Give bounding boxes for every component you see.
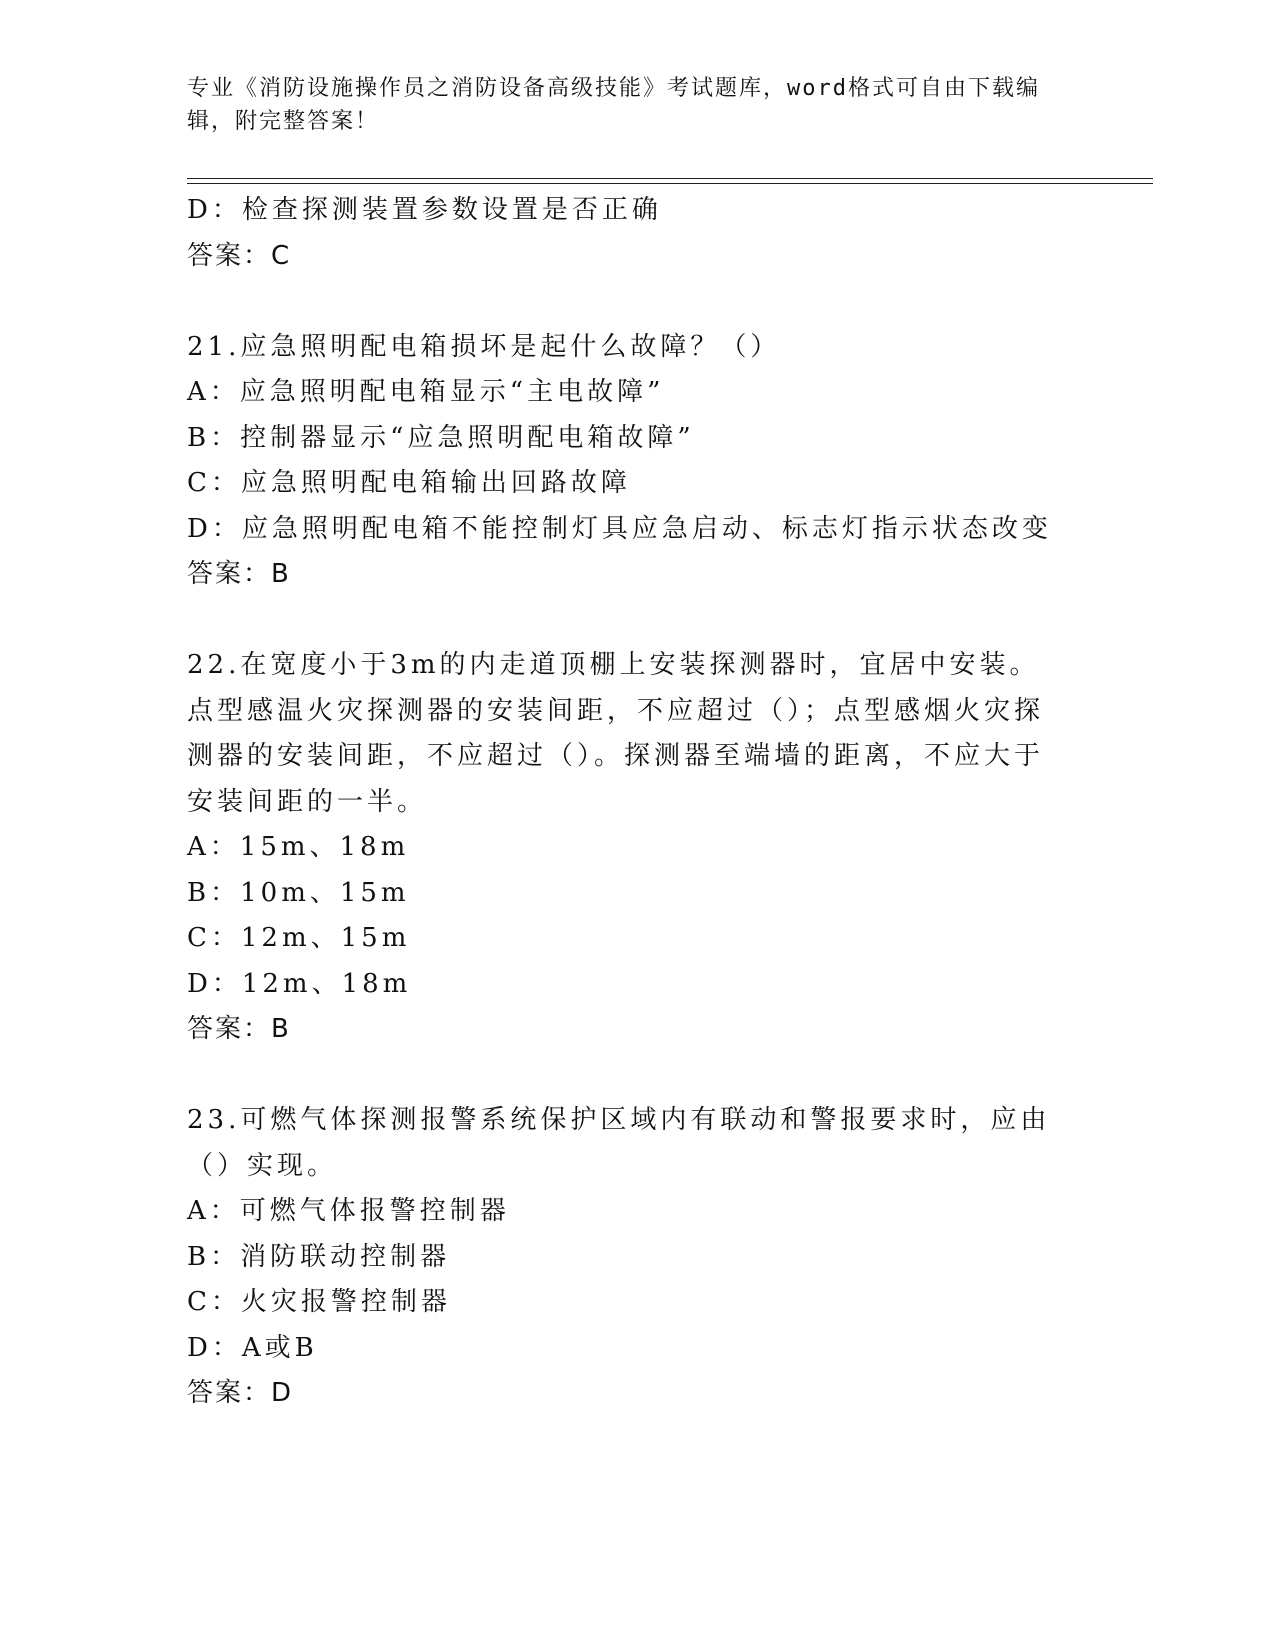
document-header: 专业《消防设施操作员之消防设备高级技能》考试题库，word格式可自由下载编辑，附完整答案！ <box>187 76 1040 134</box>
option-c: C：应急照明配电箱输出回路故障 <box>187 468 631 498</box>
question-block-22 <box>187 643 1067 1053</box>
option-b: B：10m、15m <box>187 877 410 908</box>
option-b: B：消防联动控制器 <box>187 1241 451 1272</box>
question-block-23 <box>187 1098 1067 1417</box>
carryover-answer: 答案：C <box>187 240 292 271</box>
option-d: D：12m、18m <box>187 968 412 999</box>
option-b: B：控制器显示“应急照明配电箱故障” <box>187 422 695 453</box>
answer-line: 答案：D <box>187 1378 294 1408</box>
question-stem: 21.应急照明配电箱损坏是起什么故障？（） <box>187 331 781 362</box>
option-c: C：火灾报警控制器 <box>187 1287 451 1317</box>
carryover-option-d: D：检查探测装置参数设置是否正确 <box>187 195 662 225</box>
document-body <box>187 188 1067 1417</box>
header-divider-top <box>187 178 1153 179</box>
option-d: D：A或B <box>187 1332 318 1363</box>
question-block-21 <box>187 325 1067 598</box>
option-d: D：应急照明配电箱不能控制灯具应急启动、标志灯指示状态改变 <box>187 513 1052 544</box>
spacer <box>187 1053 1067 1099</box>
option-a: A：可燃气体报警控制器 <box>187 1196 510 1226</box>
option-c: C：12m、15m <box>187 923 411 953</box>
question-stem: 23.可燃气体探测报警系统保护区域内有联动和警报要求时，应由（）实现。 <box>187 1105 1051 1181</box>
option-a: A：应急照明配电箱显示“主电故障” <box>187 377 665 407</box>
question-stem: 22.在宽度小于3m的内走道顶棚上安装探测器时，宜居中安装。点型感温火灾探测器的安装间距，不应超过（）；点型感烟火灾探测器的安装间距，不应超过（）。探测器至端墙的距离，不应大于安装间距的一半。 <box>187 650 1045 817</box>
answer-line: 答案：B <box>187 559 291 589</box>
option-a: A：15m、18m <box>187 832 410 862</box>
answer-line: 答案：B <box>187 1014 291 1044</box>
spacer <box>187 279 1067 325</box>
spacer <box>187 598 1067 644</box>
header-divider-bottom <box>187 183 1153 184</box>
